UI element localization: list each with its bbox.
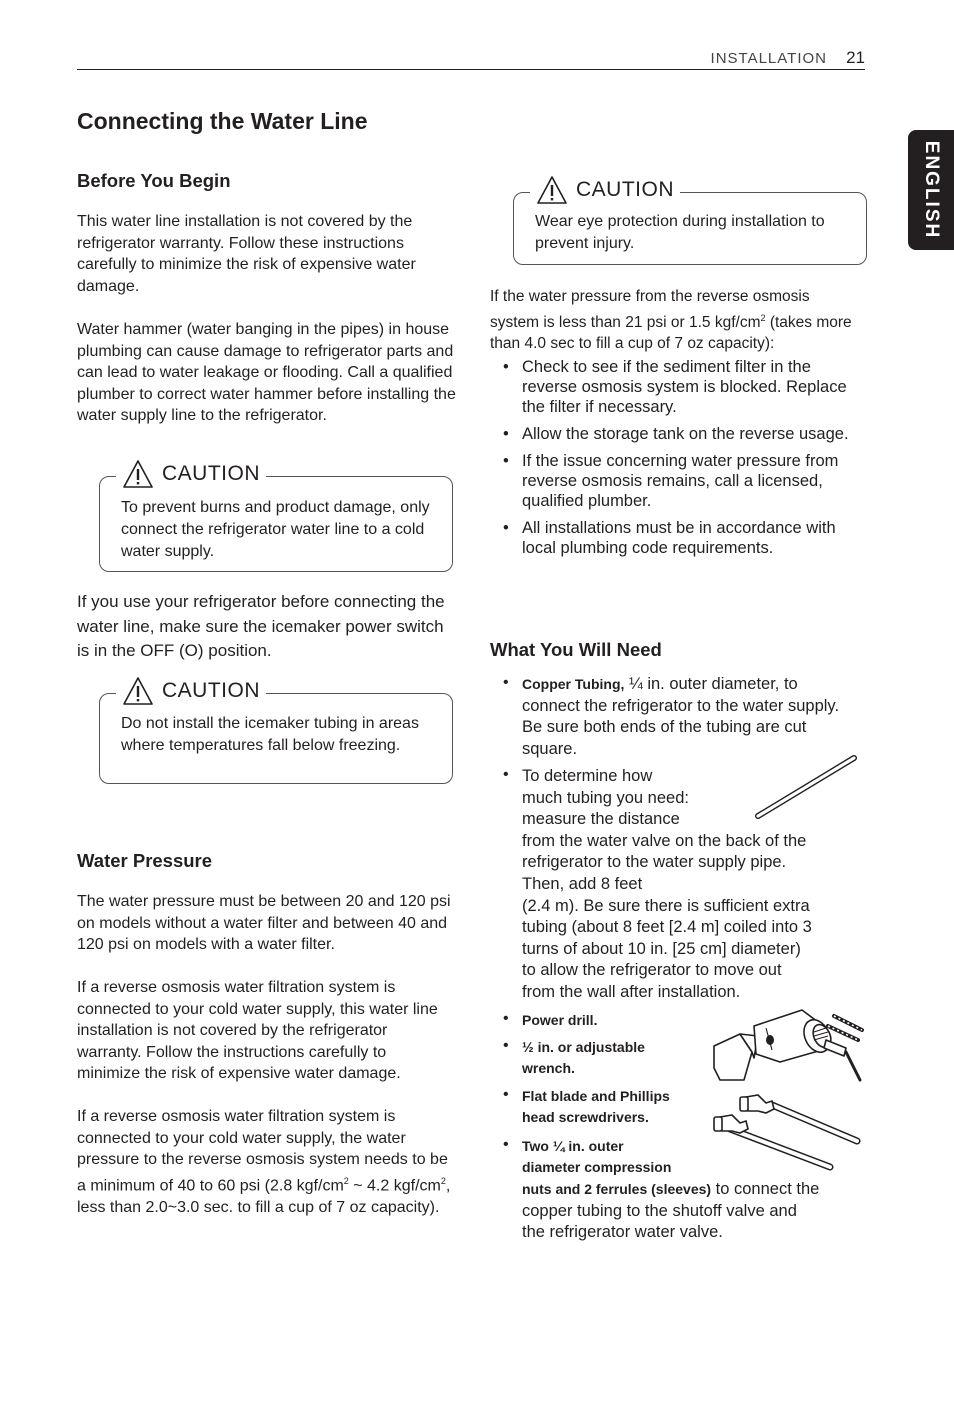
- warning-triangle-icon: [122, 459, 154, 489]
- caution-header: [116, 674, 266, 708]
- caution-label: CAUTION: [162, 679, 260, 702]
- tool-nuts-ferrules: [522, 1136, 671, 1178]
- list-item: • Allow the storage tank on the reverse usage.: [490, 424, 850, 444]
- measure-line: To determine how: [522, 767, 653, 785]
- caution-header: [116, 457, 266, 491]
- nuts-line: copper tubing to the shutoff valve and: [522, 1201, 797, 1220]
- measure-line: turns of about 10 in. [25 cm] diameter): [522, 939, 801, 958]
- nuts-line: the refrigerator water valve.: [522, 1223, 723, 1242]
- list-item: • All installations must be in accordance with local plumbing code requirements.: [490, 518, 850, 558]
- ro-intro: [490, 286, 855, 355]
- tool-line: Two ¼ in. outer: [522, 1138, 624, 1154]
- caution-text: Wear eye protection during installation to prevent injury.: [535, 213, 825, 252]
- header-section: INSTALLATION: [710, 50, 827, 67]
- warning-triangle-icon: [536, 175, 568, 205]
- before-heading: Before You Begin: [77, 170, 231, 191]
- measure-line: from the water valve on the back of the: [522, 831, 807, 850]
- bullet: •: [503, 1136, 509, 1153]
- measure-line: much tubing you need:: [522, 788, 689, 807]
- tool-line: wrench.: [522, 1060, 575, 1076]
- tubing-item: [522, 674, 847, 760]
- measure-line: (2.4 m). Be sure there is sufficient extra: [522, 896, 810, 915]
- tubing-text: ¼ in. outer diameter, to connect the refrigerator to the water supply. Be sure both ends of the tubing are cut square.: [522, 675, 840, 758]
- tubing-label: Copper Tubing,: [522, 676, 625, 692]
- language-label: ENGLISH: [921, 140, 942, 240]
- measure-line: refrigerator to the water supply pipe.: [522, 853, 787, 872]
- pressure-paragraph-1: The water pressure must be between 20 and 120 psi on models without a water filter and between 40 and 120 psi on models with a water filter.: [77, 893, 451, 954]
- superscript: 2: [343, 1175, 349, 1186]
- nuts-bold-text: nuts and 2 ferrules (sleeves): [522, 1181, 712, 1197]
- bullet: •: [503, 1086, 509, 1103]
- pressure-text-b: ~ 4.2 kgf/cm: [348, 1177, 441, 1195]
- measure-line: from the wall after installation.: [522, 982, 741, 1001]
- pressure-paragraph-2: If a reverse osmosis water filtration system is connected to your cold water supply, this water line installation is not covered by the refrigerator warranty. Follow the instructions carefully to minimize the risk of expensive water damage.: [77, 979, 438, 1083]
- compression-nuts-illustration: [712, 1093, 862, 1175]
- caution-header: [530, 173, 680, 207]
- caution-box-cold-water: [99, 462, 453, 572]
- superscript: 2: [440, 1175, 446, 1186]
- caution-label: CAUTION: [576, 178, 674, 201]
- tool-line: Flat blade and Phillips: [522, 1088, 670, 1104]
- caution-text: Do not install the icemaker tubing in areas where temperatures fall below freezing.: [121, 715, 419, 754]
- bullet: •: [503, 674, 509, 691]
- page-header: [77, 47, 865, 70]
- warning-triangle-icon: [122, 676, 154, 706]
- ro-checklist: [490, 357, 850, 558]
- nuts-continuation: [522, 1179, 862, 1244]
- bullet: •: [503, 1037, 509, 1054]
- measure-line: Then, add 8 feet: [522, 874, 643, 893]
- caution-label: CAUTION: [162, 462, 260, 485]
- language-tab: [908, 130, 954, 250]
- tool-line: diameter compression: [522, 1159, 672, 1175]
- page-number: 21: [846, 48, 865, 67]
- caution-text: To prevent burns and product damage, only connect the refrigerator water line to a cold water supply.: [121, 499, 430, 560]
- copper-tubing-illustration: [752, 752, 860, 822]
- pressure-text-a: If a reverse osmosis water filtration system is connected to your cold water supply, the water pressure to the reverse osmosis system needs to be a minimum of 40 to 60 psi (2.8 kgf/cm: [77, 1108, 448, 1195]
- caution-box-freezing: [99, 679, 453, 784]
- caution-box-eye-protection: [513, 178, 867, 265]
- ro-intro-a: If the water pressure from the reverse osmosis system is less than 21 psi or 1.5 kgf/cm: [490, 288, 810, 331]
- bullet: •: [503, 1010, 509, 1027]
- measure-line: measure the distance: [522, 810, 680, 829]
- tool-line: ½ in. or adjustable: [522, 1039, 645, 1055]
- page-title: Connecting the Water Line: [77, 108, 368, 134]
- pressure-text-c: , less than 2.0~3.0 sec. to fill a cup of 7 oz capacity).: [77, 1177, 451, 1216]
- pressure-heading: Water Pressure: [77, 850, 213, 871]
- nuts-rest-text: to connect the: [711, 1180, 820, 1198]
- superscript: 2: [760, 312, 766, 323]
- tool-line: head screwdrivers.: [522, 1109, 649, 1125]
- before-paragraph-2: Water hammer (water banging in the pipes) in house plumbing can cause damage to refrigerator parts and can lead to water leakage or flooding. Call a qualified plumber to correct water hammer before installing the water supply line to the refrigerator.: [77, 321, 456, 425]
- before-paragraph-1: This water line installation is not covered by the refrigerator warranty. Follow these instructions carefully to minimize the risk of expensive water damage.: [77, 213, 416, 295]
- need-heading: What You Will Need: [490, 639, 662, 660]
- ro-intro-b: (takes more than 4.0 sec to fill a cup of 7 oz capacity):: [490, 313, 852, 353]
- tool-wrench: [522, 1037, 645, 1079]
- pressure-paragraph-3: [77, 1106, 455, 1218]
- tool-screwdrivers: [522, 1086, 670, 1128]
- tool-power-drill: Power drill.: [522, 1012, 598, 1028]
- power-drill-illustration: [710, 1006, 866, 1084]
- measure-line: to allow the refrigerator to move out: [522, 961, 782, 980]
- list-item: • If the issue concerning water pressure from reverse osmosis remains, call a licensed, qualified plumber.: [490, 451, 850, 511]
- icemaker-note: If you use your refrigerator before connecting the water line, make sure the icemaker power switch is in the OFF (O) position.: [77, 592, 445, 660]
- measure-line: tubing (about 8 feet [2.4 m] coiled into 3: [522, 918, 812, 937]
- list-item: • Check to see if the sediment filter in the reverse osmosis system is blocked. Replace the filter if necessary.: [490, 357, 850, 417]
- bullet: •: [503, 766, 509, 783]
